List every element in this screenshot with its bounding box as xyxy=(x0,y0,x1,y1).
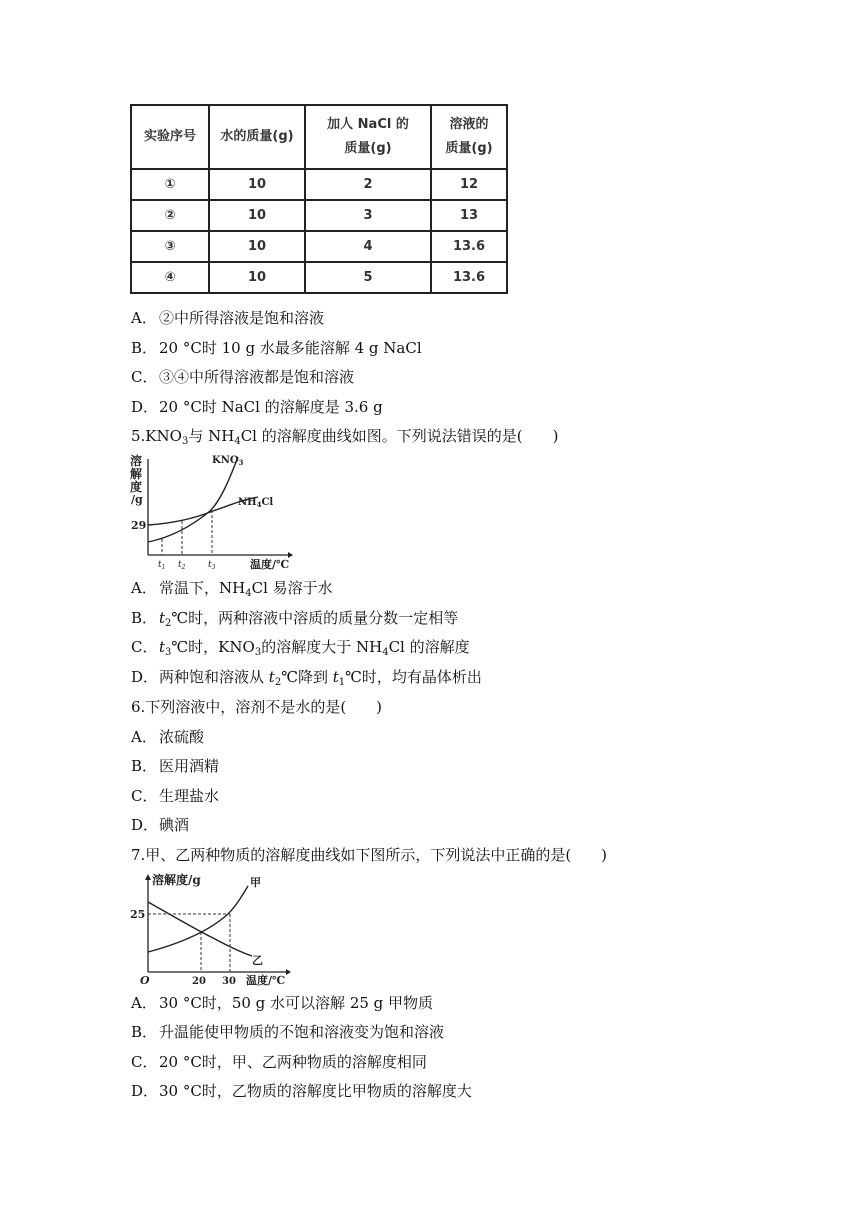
variable-t: t xyxy=(332,668,339,686)
option-letter: B． xyxy=(131,609,158,627)
jia-curve xyxy=(148,886,248,952)
stem-text: 5.KNO xyxy=(131,427,182,445)
table-cell: ④ xyxy=(131,262,209,293)
table-cell: 10 xyxy=(209,169,305,200)
q7-solubility-figure xyxy=(128,872,293,986)
subscript: 2 xyxy=(274,677,282,688)
table-cell: 13.6 xyxy=(431,231,507,262)
table-header-cell xyxy=(131,105,209,169)
y-label: 解 xyxy=(130,467,143,481)
x-tick-label: 20 xyxy=(192,976,206,986)
option-letter: D． xyxy=(131,668,159,686)
option-letter: A． xyxy=(131,994,157,1012)
subscript: 4 xyxy=(382,647,389,658)
table-cell: ① xyxy=(131,169,209,200)
table-header-cell xyxy=(305,105,431,169)
table-cell: 10 xyxy=(209,200,305,231)
option-letter: A． xyxy=(131,309,157,327)
q6-option-c xyxy=(131,786,219,806)
q7-option-c xyxy=(131,1052,427,1072)
stem-text: 与 NH xyxy=(188,427,235,445)
option-text: Cl 易溶于水 xyxy=(251,579,333,597)
q5-option-a xyxy=(131,578,333,604)
option-text: Cl 的溶解度 xyxy=(388,638,470,656)
q7-stem: 7.甲、乙两种物质的溶解度曲线如下图所示，下列说法中正确的是( ) xyxy=(131,846,608,864)
table-cell: 2 xyxy=(305,169,431,200)
option-letter: D． xyxy=(131,398,159,416)
option-text: ℃时，均有晶体析出 xyxy=(345,668,482,686)
table-row xyxy=(131,169,507,200)
q7-option-d xyxy=(131,1081,472,1101)
header-text: 加人 NaCl 的 xyxy=(327,117,409,132)
table-cell: 3 xyxy=(305,200,431,231)
option-letter: D． xyxy=(131,816,159,834)
header-text: 质量(g) xyxy=(344,141,392,156)
option-text: 的溶解度大于 NH xyxy=(261,638,383,656)
q6-option-d xyxy=(131,815,189,835)
y-label: 溶 xyxy=(130,454,143,468)
q7-option-a xyxy=(131,993,433,1013)
table-row xyxy=(131,262,507,293)
q4-option-b xyxy=(131,338,422,358)
x-tick-t2: $t_2$ xyxy=(178,560,186,571)
header-text: 实验序号 xyxy=(143,129,196,144)
x-label: 温度/℃ xyxy=(246,974,286,986)
table-header-cell xyxy=(209,105,305,169)
subscript: 3 xyxy=(254,647,262,658)
x-axis-arrow xyxy=(286,969,291,975)
variable-t: t xyxy=(159,638,166,656)
y-label: 度 xyxy=(130,480,143,494)
option-letter: B． xyxy=(131,1023,158,1041)
option-text: 生理盐水 xyxy=(159,787,220,805)
option-text: 30 °C时，50 g 水可以溶解 25 g 甲物质 xyxy=(159,994,434,1012)
option-text: 碘酒 xyxy=(159,816,190,834)
option-text: ℃降到 xyxy=(281,668,333,686)
origin-label: O xyxy=(140,974,150,986)
subscript: 3 xyxy=(165,647,172,658)
table-row xyxy=(131,231,507,262)
option-letter: A． xyxy=(131,579,157,597)
q6-option-b xyxy=(131,756,219,776)
option-letter: A． xyxy=(131,728,157,746)
option-letter: C． xyxy=(131,638,158,656)
subscript: 2 xyxy=(165,618,172,629)
stem-text: Cl 的溶解度曲线如图。下列说法错误的是( ) xyxy=(240,427,559,445)
option-text: 20 °C时，甲、乙两种物质的溶解度相同 xyxy=(159,1053,427,1071)
option-letter: B． xyxy=(131,339,158,357)
q6-option-a xyxy=(131,727,204,747)
y-tick-label: 25 xyxy=(130,908,146,921)
nh4cl-label: $NH_4Cl$ xyxy=(238,497,274,509)
option-letter: C． xyxy=(131,1053,158,1071)
option-letter: C． xyxy=(131,787,158,805)
x-tick-label: 30 xyxy=(222,976,236,986)
table-cell: 13.6 xyxy=(431,262,507,293)
table-cell: ③ xyxy=(131,231,209,262)
header-text: 溶液的 xyxy=(449,117,489,132)
table-header-row xyxy=(131,105,507,169)
kno3-label: $KNO_3$ xyxy=(212,455,244,467)
x-tick-t3: $t_3$ xyxy=(208,560,216,571)
variable-t: t xyxy=(159,609,166,627)
x-label: 温度/℃ xyxy=(250,558,290,571)
table-cell: 13 xyxy=(431,200,507,231)
option-text: 常温下，NH xyxy=(159,579,246,597)
option-text: 20 °C时 NaCl 的溶解度是 3.6 g xyxy=(159,398,383,416)
option-text: 升温能使甲物质的不饱和溶液变为饱和溶液 xyxy=(159,1023,445,1041)
table-cell: 10 xyxy=(209,231,305,262)
subscript: 1 xyxy=(338,677,346,688)
kno3-curve xyxy=(148,457,238,542)
y-tick-label: 29 xyxy=(131,519,147,532)
table-cell: 5 xyxy=(305,262,431,293)
option-letter: C． xyxy=(131,368,158,386)
option-letter: B． xyxy=(131,757,158,775)
option-text: 医用酒精 xyxy=(159,757,220,775)
variable-t: t xyxy=(268,668,275,686)
subscript: 4 xyxy=(234,436,241,447)
q5-option-d xyxy=(131,667,482,693)
y-label: /g xyxy=(131,493,143,506)
option-text: ℃时，KNO xyxy=(171,638,255,656)
table-cell: 10 xyxy=(209,262,305,293)
option-text: 浓硫酸 xyxy=(159,728,205,746)
table-header-cell xyxy=(431,105,507,169)
q4-option-a xyxy=(131,308,324,328)
q7-option-b xyxy=(131,1022,444,1042)
q6-stem: 6.下列溶液中，溶剂不是水的是( ) xyxy=(131,698,383,716)
q5-option-b xyxy=(131,608,458,634)
y-label: 溶解度/g xyxy=(152,873,201,887)
y-axis-arrow xyxy=(145,874,151,880)
table-cell: 12 xyxy=(431,169,507,200)
q5-option-c xyxy=(131,637,470,663)
nacl-experiment-table xyxy=(130,104,508,294)
subscript: 3 xyxy=(181,436,189,447)
header-text: 水的质量(g) xyxy=(220,129,294,144)
option-text: 20 °C时 10 g 水最多能溶解 4 g NaCl xyxy=(159,339,422,357)
table-row xyxy=(131,200,507,231)
option-text: ③④中所得溶液都是饱和溶液 xyxy=(159,368,355,386)
option-text: ②中所得溶液是饱和溶液 xyxy=(159,309,325,327)
option-letter: D． xyxy=(131,1082,159,1100)
option-text: ℃时，两种溶液中溶质的质量分数一定相等 xyxy=(171,609,459,627)
x-tick-t1: $t_1$ xyxy=(158,560,166,571)
subscript: 4 xyxy=(245,588,252,599)
jia-label: 甲 xyxy=(250,876,261,889)
option-text: 30 °C时，乙物质的溶解度比甲物质的溶解度大 xyxy=(159,1082,472,1100)
q5-solubility-figure xyxy=(128,453,293,573)
header-text: 质量(g) xyxy=(445,141,493,156)
q4-option-d xyxy=(131,397,383,417)
yi-label: 乙 xyxy=(252,954,263,967)
table-cell: ② xyxy=(131,200,209,231)
table-cell: 4 xyxy=(305,231,431,262)
option-text: 两种饱和溶液从 xyxy=(159,668,269,686)
q4-option-c xyxy=(131,367,354,387)
q5-stem xyxy=(131,426,558,452)
